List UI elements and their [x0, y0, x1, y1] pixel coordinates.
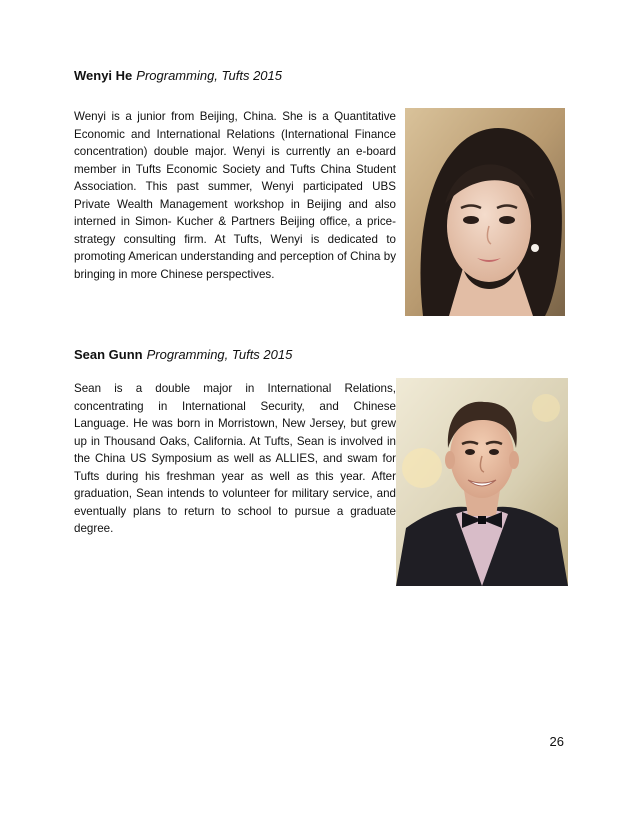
profile-header-wenyi	[74, 68, 282, 84]
profile-bio: Sean is a double major in International Relations, concentrating in International Security, and Chinese Language. He was born in Morristown, New Jersey, but grew up in Thousand Oaks, California. At Tufts, Sean is involved in the China US Symposium as well as ALLIES, and swam for Tufts during his freshman year as well as this year. After graduation, Sean intends to volunteer for military service, and eventually plans to return to school to pursue a graduate degree.	[74, 382, 396, 536]
portrait-photo-sean	[396, 378, 568, 586]
profile-header-sean	[74, 347, 292, 363]
profile-role: Programming, Tufts 2015	[136, 68, 282, 83]
page-number: 26	[549, 734, 564, 749]
profile-role: Programming, Tufts 2015	[146, 347, 293, 362]
profile-name: Sean Gunn	[74, 347, 143, 362]
profile-name: Wenyi He	[74, 68, 133, 83]
portrait-photo-wenyi	[405, 108, 565, 316]
profile-bio: Wenyi is a junior from Beijing, China. She is a Quantitative Economic and International Relations (International Finance concentration) double major. Wenyi is currently an e-board member in Tufts Economic Society and Tufts China Student Association. This past summer, Wenyi participated UBS Private Wealth Management workshop in Beijing and also interned in Simon- Kucher & Partners Beijing office, a price-strategy consulting firm. At Tufts, Wenyi is dedicated to promoting American understanding and perception of China by bringing in more Chinese perspectives.	[74, 110, 396, 281]
